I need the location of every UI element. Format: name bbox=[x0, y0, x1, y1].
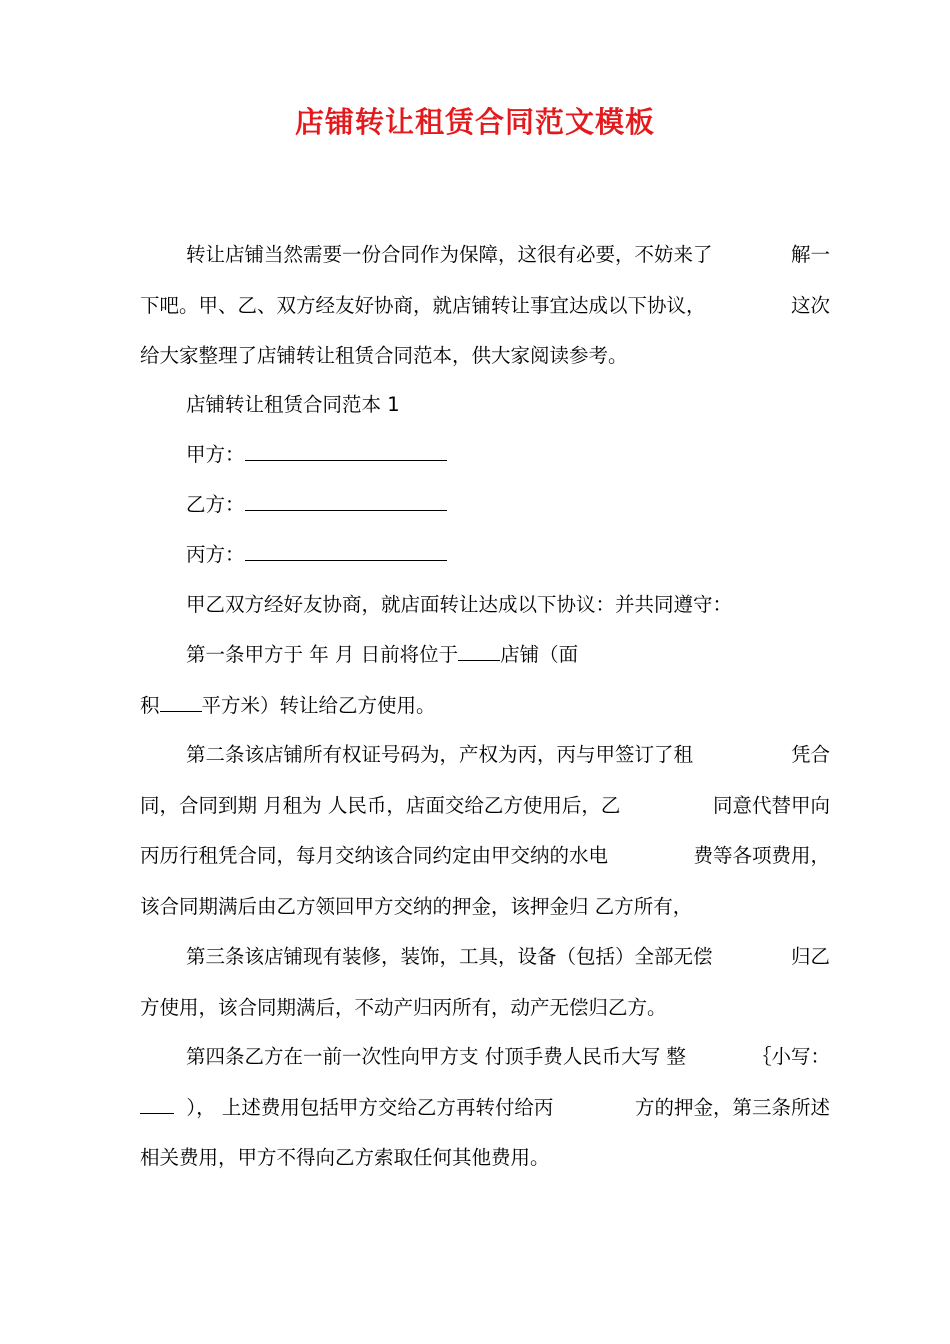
agreement-intro-text: 甲乙双方经好友协商，就店面转让达成以下协议：并共同遵守： bbox=[186, 593, 733, 616]
article-2-line-3-text: 丙历行租凭合同，每月交纳该合同约定由甲交纳的水电 bbox=[140, 844, 609, 867]
party-c bbox=[140, 530, 830, 581]
sample-heading-text: 店铺转让租赁合同范本 1 bbox=[186, 393, 400, 416]
article-2 bbox=[140, 730, 830, 932]
article-4 bbox=[140, 1032, 830, 1184]
article-4-line-1-end: ｛小写： bbox=[751, 1045, 830, 1068]
article-2-line-1-end: 凭合 bbox=[790, 743, 830, 766]
article-4-line-1-text: 第四条乙方在一前一次性向甲方支 付顶手费人民币大写 整 bbox=[186, 1045, 686, 1068]
intro-line-2 bbox=[140, 281, 830, 332]
article-1-line-1-end: 店铺（面 bbox=[500, 643, 579, 666]
area-blank bbox=[160, 693, 202, 712]
article-2-line-4: 该合同期满后由乙方领回甲方交纳的押金，该押金归 乙方所有， bbox=[140, 894, 693, 918]
intro-paragraph bbox=[140, 230, 830, 382]
party-b-line bbox=[140, 480, 830, 531]
party-c-label: 丙方： bbox=[186, 543, 245, 566]
article-2-line-2-text: 同，合同到期 月租为 人民币，店面交给乙方使用后，乙 bbox=[140, 793, 621, 817]
article-2-line-3 bbox=[140, 831, 830, 882]
intro-line-1-end: 解一 bbox=[790, 243, 830, 266]
party-b-label: 乙方： bbox=[186, 493, 245, 516]
party-a-line bbox=[140, 430, 830, 481]
party-b bbox=[140, 480, 830, 531]
party-c-blank bbox=[245, 542, 447, 561]
document-title: 店铺转让租赁合同范文模板 bbox=[294, 105, 655, 139]
party-a-blank bbox=[245, 442, 447, 461]
article-1-line-2-end: 平方米）转让给乙方使用。 bbox=[201, 693, 436, 717]
intro-line-3: 给大家整理了店铺转让租赁合同范本，供大家阅读参考。 bbox=[140, 344, 628, 367]
article-4-line-3: 相关费用，甲方不得向乙方索取任何其他费用。 bbox=[140, 1146, 550, 1169]
article-4-line-2 bbox=[140, 1083, 830, 1134]
article-2-line-3-end: 费等各项费用， bbox=[693, 844, 830, 867]
article-1-line-2-text: 积 bbox=[140, 693, 160, 717]
article-2-line-1 bbox=[140, 730, 830, 781]
article-3 bbox=[140, 932, 830, 1033]
article-4-line-1 bbox=[140, 1032, 830, 1083]
article-1-line-1 bbox=[140, 630, 830, 681]
intro-line-1 bbox=[140, 230, 830, 281]
intro-line-2-end: 这次 bbox=[790, 293, 830, 317]
party-a bbox=[140, 430, 830, 481]
article-3-line-1-end: 归乙 bbox=[790, 945, 830, 968]
intro-line-2-text: 下吧。甲、乙、双方经友好协商，就店铺转让事宜达成以下协议， bbox=[140, 293, 706, 317]
article-1-line-2 bbox=[140, 681, 830, 732]
article-2-line-1-text: 第二条该店铺所有权证号码为，产权为丙，丙与甲签订了租 bbox=[186, 743, 694, 766]
article-1 bbox=[140, 630, 830, 731]
article-1-line-1-text: 第一条甲方于 年 月 日前将位于 bbox=[186, 643, 459, 666]
article-4-line-2-start bbox=[140, 1083, 553, 1134]
location-blank bbox=[458, 642, 500, 661]
article-3-line-1 bbox=[140, 932, 830, 983]
sample-heading bbox=[140, 380, 830, 431]
agreement-intro bbox=[140, 580, 830, 631]
article-4-line-2-text: ）， 上述费用包括甲方交给乙方再转付给丙 bbox=[186, 1095, 554, 1119]
article-2-line-2-end: 同意代替甲向 bbox=[712, 793, 830, 817]
lowercase-amount-blank bbox=[140, 1095, 174, 1114]
party-b-blank bbox=[245, 492, 447, 511]
intro-line-1-text: 转让店铺当然需要一份合同作为保障，这很有必要，不妨来了 bbox=[186, 243, 713, 266]
party-a-label: 甲方： bbox=[186, 443, 245, 466]
article-3-line-1-text: 第三条该店铺现有装修，装饰，工具，设备（包括）全部无偿 bbox=[186, 945, 713, 968]
article-4-line-2-end: 方的押金，第三条所述 bbox=[634, 1095, 830, 1119]
article-3-line-2: 方使用，该合同期满后，不动产归丙所有，动产无偿归乙方。 bbox=[140, 995, 667, 1019]
party-c-line bbox=[140, 530, 830, 581]
article-2-line-2 bbox=[140, 781, 830, 832]
